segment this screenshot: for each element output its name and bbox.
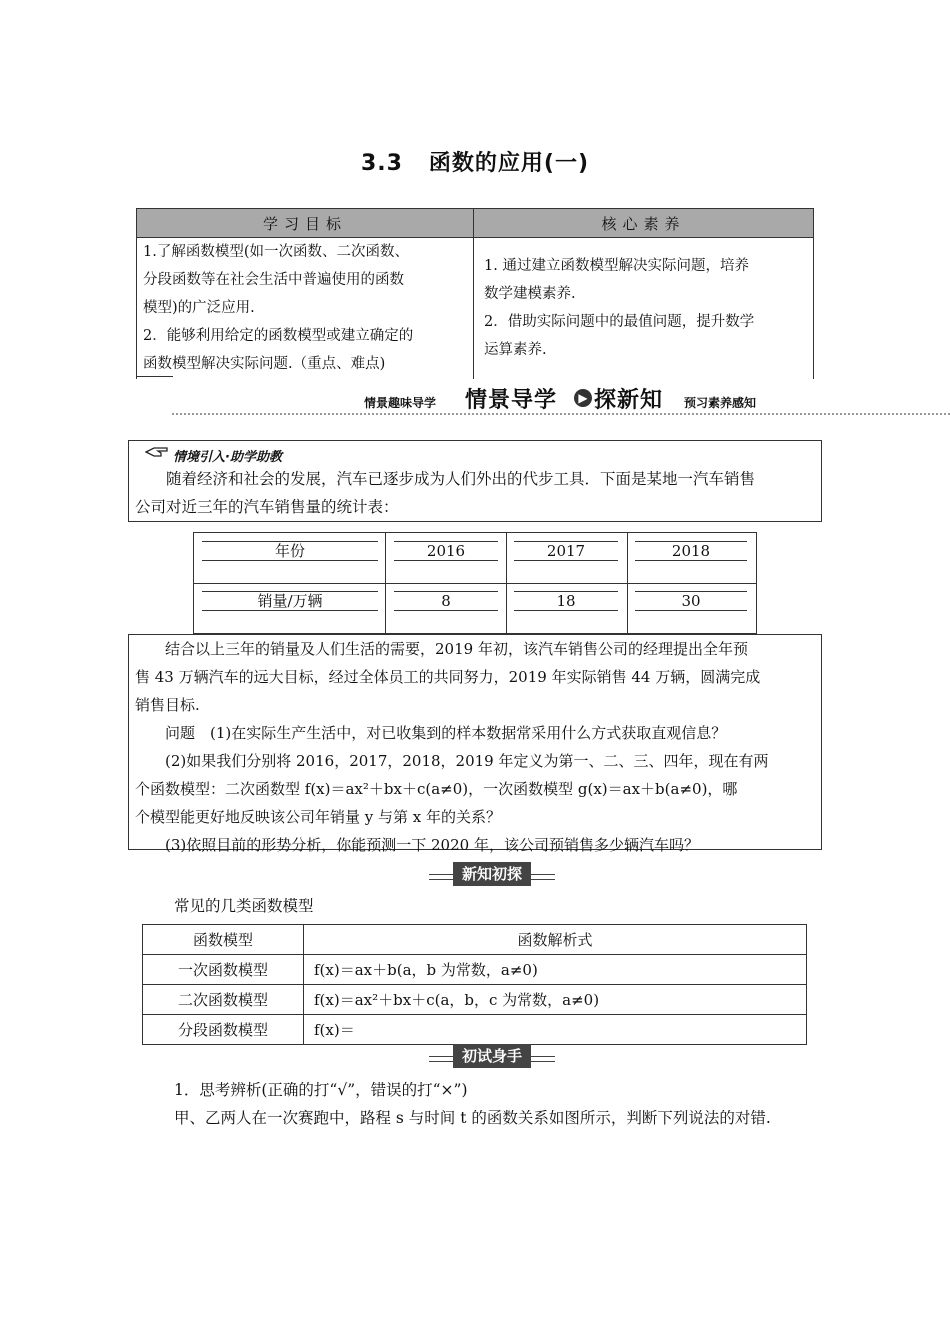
table-cell [202, 541, 378, 561]
pointing-hand-icon [145, 445, 169, 459]
intro-line: 公司对近三年的汽车销售量的统计表： [135, 498, 399, 516]
table-cell [202, 591, 378, 611]
table-cell [514, 541, 618, 561]
learning-goals-cell [137, 238, 474, 379]
intro-heading: 情境引入·助学助教 [173, 450, 282, 465]
model-formula: f(x)＝ax²＋bx＋c(a，b，c 为常数，a≠0) [304, 985, 807, 1015]
section-number: 3.3 [360, 151, 403, 176]
section-header-first-try [429, 1046, 555, 1068]
section-label: 初试身手 [453, 1044, 531, 1068]
problem-line: 问题 (1)在实际生产生活中，对已收集到的样本数据常采用什么方式获取直观信息？ [165, 724, 727, 742]
banner-dotted-line [172, 413, 950, 415]
models-header: 函数模型 [143, 925, 304, 955]
cell-text: 销量/万辆 [202, 591, 378, 611]
exercise-line-2: 甲、乙两人在一次赛跑中，路程 s 与时间 t 的函数关系如图所示，判断下列说法的对错. [174, 1109, 771, 1127]
section-banner [172, 387, 950, 413]
banner-title-1: 情景导学 [465, 388, 558, 413]
model-name: 分段函数模型 [143, 1015, 304, 1045]
literacy-line: 数学建模素养. [484, 286, 576, 303]
intro-line: 随着经济和社会的发展，汽车已逐步成为人们外出的代步工具．下面是某地一汽车销售 [166, 470, 756, 488]
section-header-new-knowledge [429, 864, 555, 886]
banner-arrow-icon: ▶ [574, 389, 592, 407]
problem-line: (2)如果我们分别将 2016，2017，2018，2019 年定义为第一、二、三、四年，现在有两 [165, 752, 769, 770]
banner-title-2: 探新知 [594, 388, 664, 413]
models-intro: 常见的几类函数模型 [174, 897, 314, 915]
goal-line: 分段函数等在社会生活中普遍使用的函数 [143, 272, 404, 289]
table-cell [635, 541, 747, 561]
core-literacy-cell [474, 238, 814, 379]
function-models-table [142, 924, 807, 1045]
literacy-line: 运算素养. [484, 342, 547, 359]
problem-line: 售 43 万辆汽车的远大目标，经过全体员工的共同努力，2019 年实际销售 44 万辆，圆满完成 [135, 668, 761, 686]
problem-line: 个函数模型：二次函数型 f(x)＝ax²＋bx＋c(a≠0)，一次函数模型 g(x)＝ax＋b(a≠0)，哪 [135, 780, 738, 798]
row-divider [194, 583, 756, 584]
banner-right-caption: 预习素养感知 [684, 396, 757, 410]
header-core-literacy: 核心素养 [474, 209, 814, 238]
sales-table [193, 532, 757, 634]
cell-text: 18 [514, 591, 618, 611]
goal-line: 模型)的广泛应用. [143, 300, 255, 317]
cell-text: 2016 [394, 541, 498, 561]
table-cell [394, 541, 498, 561]
problem-box [128, 634, 822, 854]
banner-left-caption: 情景趣味导学 [364, 396, 437, 410]
section-label: 新知初探 [453, 862, 531, 886]
cell-text: 2017 [514, 541, 618, 561]
goal-line: 2．能够利用给定的函数模型或建立确定的 [143, 328, 414, 345]
objectives-table [136, 208, 814, 379]
model-name: 一次函数模型 [143, 955, 304, 985]
cell-text: 2018 [635, 541, 747, 561]
cell-text: 年份 [202, 541, 378, 561]
cell-text: 8 [394, 591, 498, 611]
model-formula: f(x)＝ax＋b(a，b 为常数，a≠0) [304, 955, 807, 985]
header-learning-goals: 学习目标 [137, 209, 474, 238]
section-title: 函数的应用(一) [428, 151, 590, 176]
table-underline [136, 376, 173, 377]
cell-text: 30 [635, 591, 747, 611]
page-title [0, 146, 950, 177]
table-cell [394, 591, 498, 611]
problem-line: 销售目标. [135, 696, 200, 714]
models-header: 函数解析式 [304, 925, 807, 955]
goal-line: 1.了解函数模型(如一次函数、二次函数、 [143, 244, 409, 261]
goal-line: 函数模型解决实际问题.（重点、难点) [143, 356, 386, 373]
literacy-line: 2．借助实际问题中的最值问题，提升数学 [484, 314, 755, 331]
table-cell [635, 591, 747, 611]
problem-line: 个模型能更好地反映该公司年销量 y 与第 x 年的关系？ [135, 808, 502, 826]
exercise-line-1: 1．思考辨析(正确的打“√”，错误的打“×”) [174, 1081, 468, 1099]
intro-box [128, 440, 822, 522]
model-name: 二次函数模型 [143, 985, 304, 1015]
literacy-line: 1. 通过建立函数模型解决实际问题，培养 [484, 258, 749, 275]
problem-line: 结合以上三年的销量及人们生活的需要，2019 年初，该汽车销售公司的经理提出全年预 [165, 640, 748, 658]
problem-line: (3)依照目前的形势分析，你能预测一下 2020 年，该公司预销售多少辆汽车吗？ [165, 836, 699, 854]
table-cell [514, 591, 618, 611]
model-formula: f(x)＝ [304, 1015, 807, 1045]
